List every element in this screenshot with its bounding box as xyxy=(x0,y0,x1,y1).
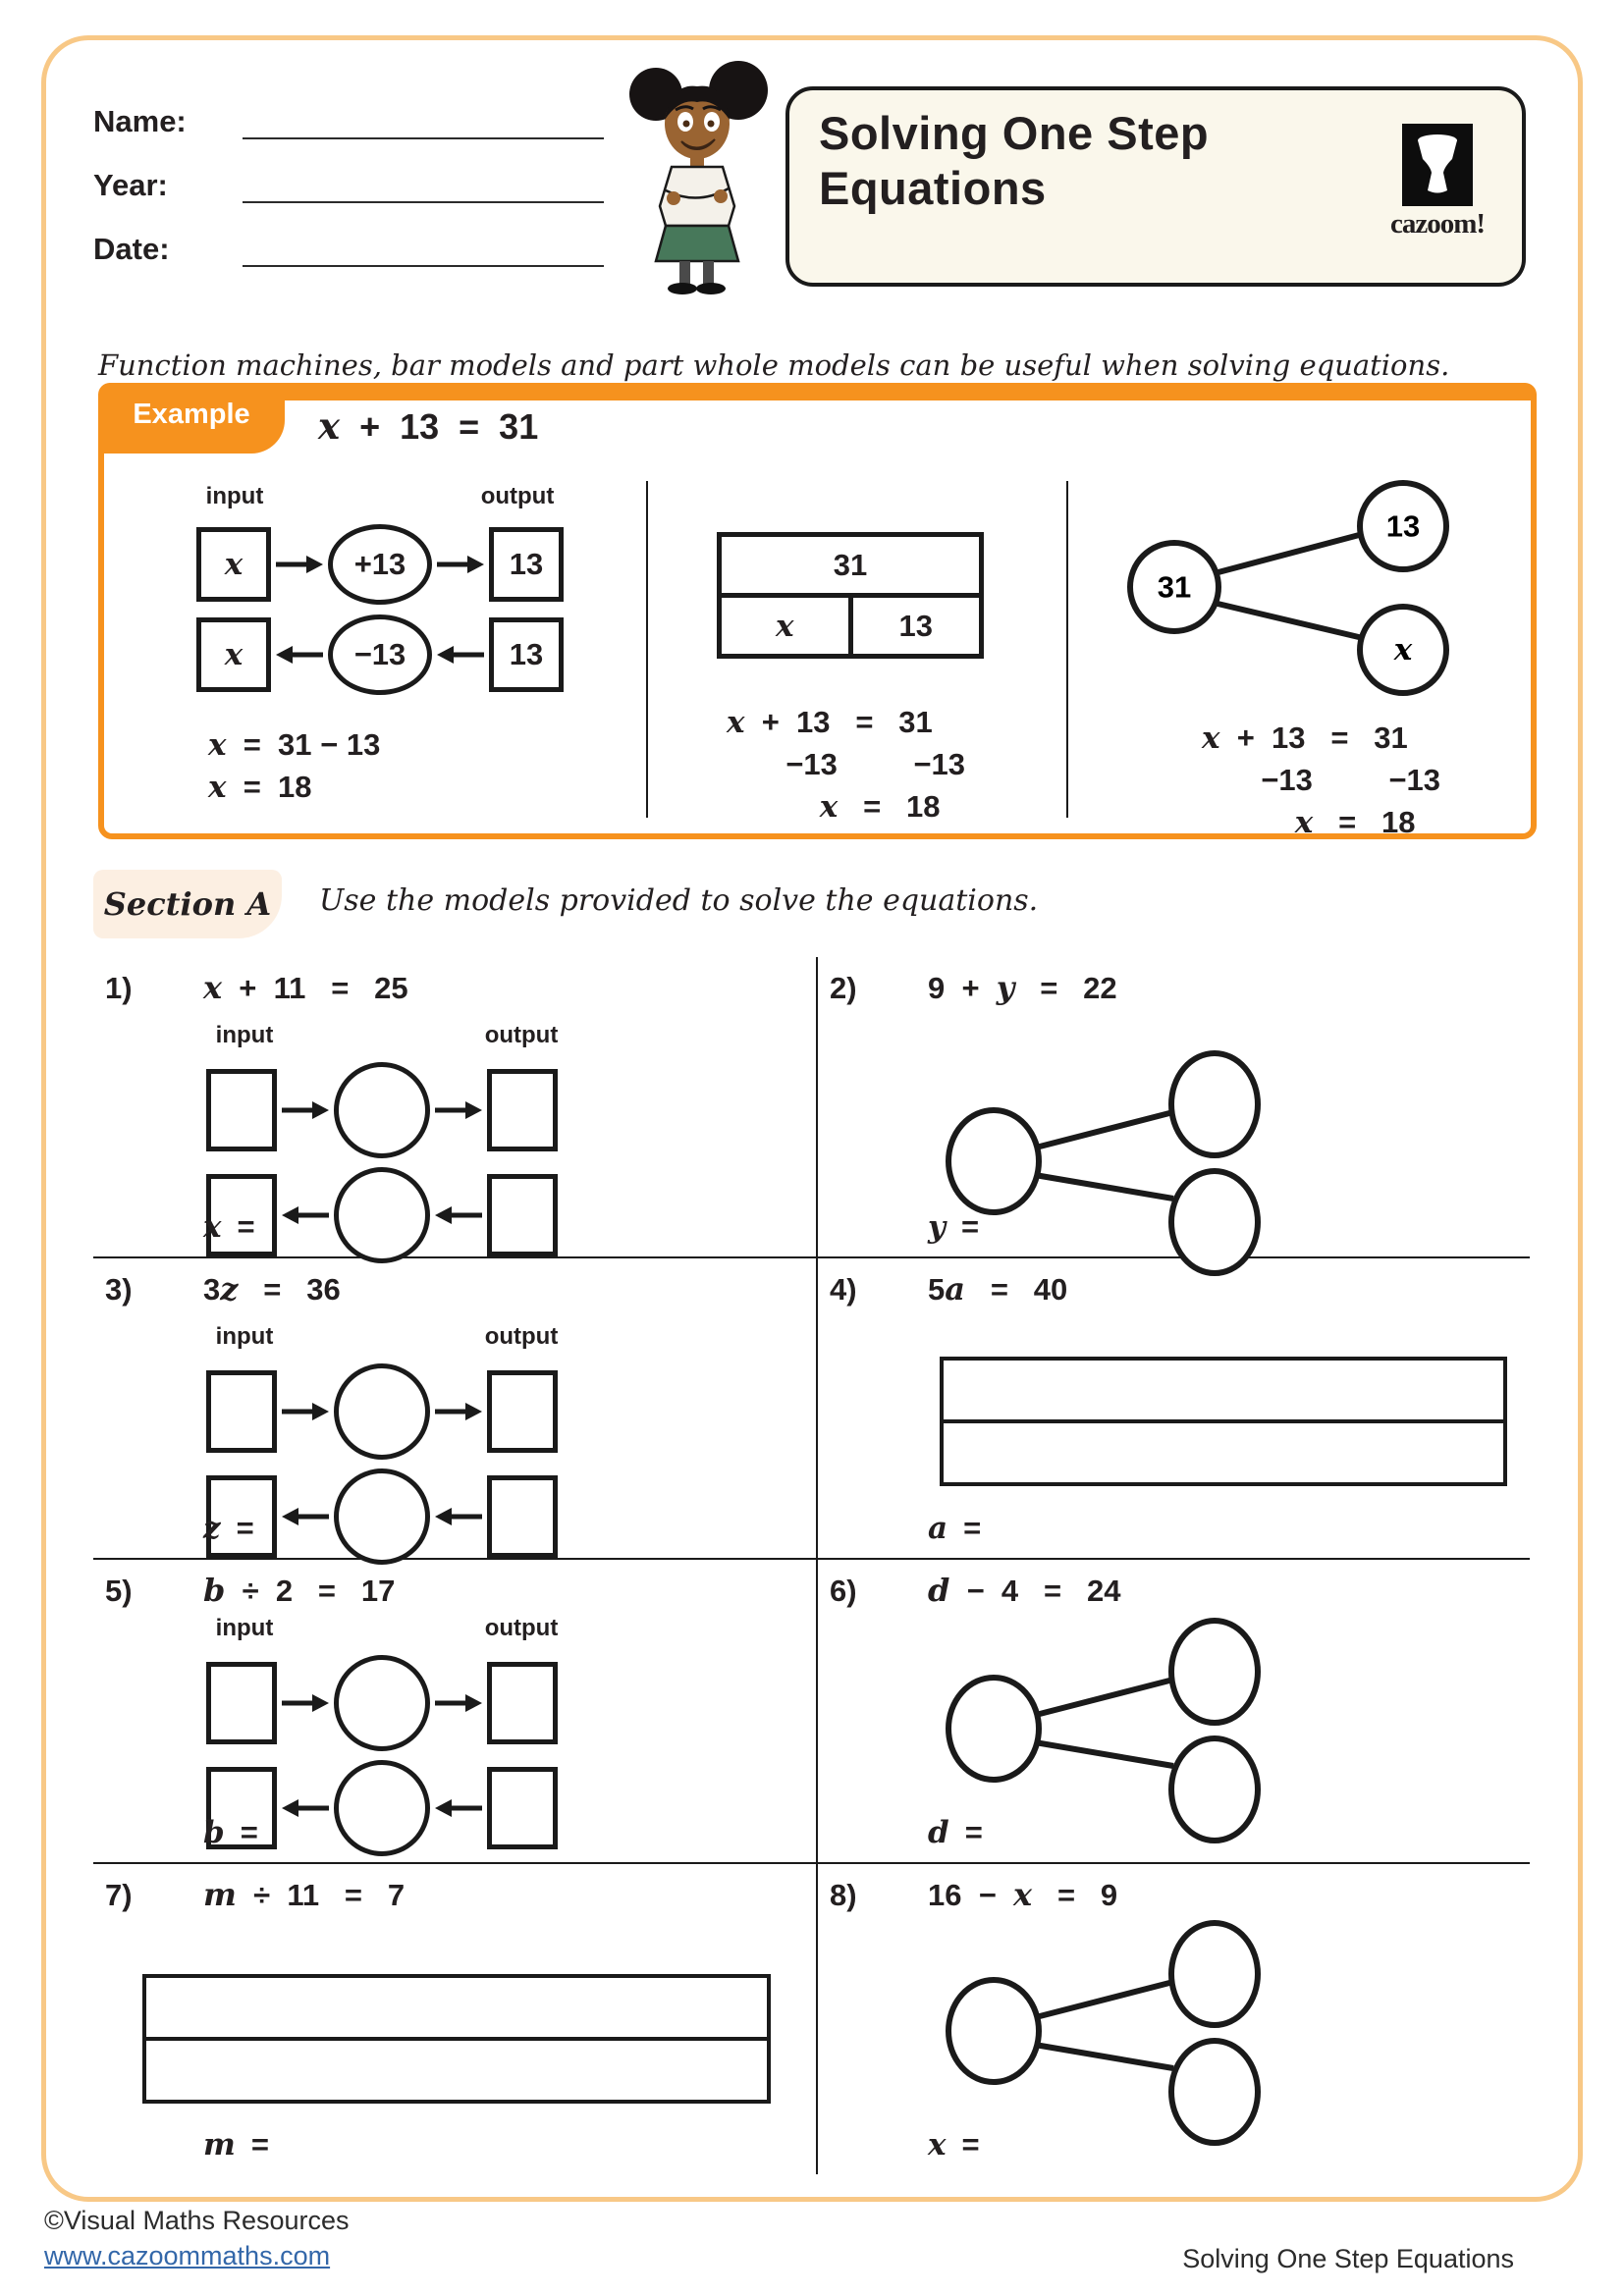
answer-box[interactable] xyxy=(487,1069,558,1151)
year-input-line[interactable] xyxy=(243,162,604,203)
djembe-drum-icon xyxy=(1402,124,1473,206)
answer-line[interactable]: m = xyxy=(203,2127,269,2163)
question-equation: m ÷ 11 = 7 xyxy=(203,1876,406,1913)
answer-circle[interactable] xyxy=(1171,1053,1258,1155)
answer-circle[interactable] xyxy=(1171,1923,1258,2025)
svg-text:31: 31 xyxy=(1157,569,1192,605)
question-equation: d − 4 = 24 xyxy=(928,1572,1121,1609)
question-6-cell xyxy=(818,1560,1530,1864)
arrow-left-icon xyxy=(435,1508,482,1525)
year-field-row xyxy=(93,162,604,203)
date-field-row xyxy=(93,226,604,267)
year-label: Year: xyxy=(93,168,168,202)
empty-part-whole-diagram xyxy=(940,1617,1278,1847)
question-equation: 5a = 40 xyxy=(928,1270,1068,1308)
answer-line[interactable]: x = xyxy=(203,1209,255,1245)
name-label: Name: xyxy=(93,104,187,138)
question-equation: x + 11 = 25 xyxy=(203,969,408,1006)
answer-line[interactable]: d = xyxy=(928,1815,983,1850)
machine-forward-row: x +13 13 xyxy=(196,524,646,605)
answer-line[interactable]: y = xyxy=(928,1209,980,1245)
answer-box[interactable] xyxy=(206,1370,277,1453)
question-number: 3) xyxy=(105,1272,133,1307)
question-number: 6) xyxy=(830,1574,857,1608)
name-field-row xyxy=(93,98,604,139)
input-label: input xyxy=(215,1615,274,1641)
empty-part-whole-diagram xyxy=(940,1919,1278,2150)
empty-bar-model xyxy=(940,1357,1507,1486)
question-number: 5) xyxy=(105,1574,133,1608)
footer-worksheet-title: Solving One Step Equations xyxy=(1182,2244,1514,2273)
arrow-right-icon xyxy=(282,1403,329,1420)
input-label: input xyxy=(215,1323,274,1350)
example-content xyxy=(104,471,1531,840)
svg-text:x: x xyxy=(1393,632,1413,667)
answer-box[interactable] xyxy=(487,1174,558,1256)
arrow-left-icon xyxy=(437,646,484,664)
question-1-cell xyxy=(93,957,818,1258)
svg-text:13: 13 xyxy=(1385,508,1421,544)
logo-wordmark: cazoom! xyxy=(1389,208,1486,240)
part-whole-diagram xyxy=(1084,475,1506,703)
question-number: 8) xyxy=(830,1878,857,1912)
output-label: output xyxy=(484,1323,559,1350)
arrow-left-icon xyxy=(282,1206,329,1224)
example-machine-working: x = 31 − 13 x = 18 xyxy=(208,727,381,805)
question-number: 7) xyxy=(105,1878,133,1912)
answer-line[interactable]: a = xyxy=(928,1511,982,1546)
answer-circle[interactable] xyxy=(1171,1738,1258,1841)
output-label: output xyxy=(484,1022,559,1048)
arrow-left-icon xyxy=(282,1508,329,1525)
answer-box[interactable] xyxy=(487,1662,558,1744)
arrow-right-icon xyxy=(435,1101,482,1119)
answer-operation-circle[interactable] xyxy=(334,1760,430,1856)
question-number: 4) xyxy=(830,1272,857,1307)
question-equation: 9 + y = 22 xyxy=(928,969,1117,1006)
answer-operation-circle[interactable] xyxy=(334,1468,430,1565)
answer-circle[interactable] xyxy=(948,1980,1039,2082)
example-tab-label: Example xyxy=(98,383,285,454)
example-top-strip xyxy=(143,383,1537,400)
answer-box[interactable] xyxy=(487,1475,558,1558)
example-box xyxy=(98,383,1537,839)
example-equation: x + 13 = 31 xyxy=(318,404,539,448)
arrow-left-icon xyxy=(282,1799,329,1817)
answer-operation-circle[interactable] xyxy=(334,1062,430,1158)
page-title: Solving One Step Equations xyxy=(819,107,1210,215)
arrow-left-icon xyxy=(435,1799,482,1817)
section-a-label: Section A xyxy=(93,870,282,938)
answer-bar[interactable] xyxy=(142,2041,771,2104)
question-number: 1) xyxy=(105,971,133,1005)
footer-website-link[interactable]: www.cazoommaths.com xyxy=(44,2241,331,2270)
question-equation: 3z = 36 xyxy=(203,1270,341,1308)
student-character-illustration xyxy=(617,59,784,294)
name-input-line[interactable] xyxy=(243,98,604,139)
question-2-cell xyxy=(818,957,1530,1258)
question-7-cell xyxy=(93,1864,818,2174)
answer-box[interactable] xyxy=(206,1069,277,1151)
input-label: input xyxy=(215,1022,274,1048)
empty-function-machine xyxy=(206,1022,816,1263)
answer-circle[interactable] xyxy=(948,1678,1039,1780)
intro-text: Function machines, bar models and part whole models can be useful when solving equations. xyxy=(98,348,1450,382)
answer-line[interactable]: z = xyxy=(203,1511,254,1546)
machine-backward-row: x −13 13 xyxy=(196,614,646,695)
arrow-right-icon xyxy=(282,1101,329,1119)
input-label: input xyxy=(205,483,264,509)
answer-line[interactable]: b = xyxy=(203,1815,258,1850)
answer-box[interactable] xyxy=(206,1662,277,1744)
arrow-left-icon xyxy=(276,646,323,664)
question-8-cell xyxy=(818,1864,1530,2174)
arrow-right-icon xyxy=(282,1694,329,1712)
question-5-cell xyxy=(93,1560,818,1864)
arrow-left-icon xyxy=(435,1206,482,1224)
question-4-cell xyxy=(818,1258,1530,1560)
questions-grid xyxy=(93,957,1530,2174)
answer-bar[interactable] xyxy=(940,1423,1507,1486)
title-box xyxy=(785,86,1526,287)
example-bar-model xyxy=(648,471,1066,833)
answer-operation-circle[interactable] xyxy=(334,1655,430,1751)
date-input-line[interactable] xyxy=(243,226,604,267)
answer-bar[interactable] xyxy=(142,1974,771,2041)
example-part-whole-working: x + 13 = 31 −13 −13 x = 18 xyxy=(1202,721,1440,840)
bar-whole: 31 xyxy=(717,532,984,598)
arrow-right-icon xyxy=(276,556,323,573)
section-a-instruction: Use the models provided to solve the equations. xyxy=(319,883,1039,918)
answer-box[interactable] xyxy=(487,1370,558,1453)
question-equation: 16 − x = 9 xyxy=(928,1876,1118,1913)
example-bar-working: x + 13 = 31 −13 −13 x = 18 xyxy=(727,705,965,825)
empty-part-whole-diagram xyxy=(940,1049,1278,1280)
arrow-right-icon xyxy=(435,1403,482,1420)
empty-function-machine xyxy=(206,1323,816,1565)
arrow-right-icon xyxy=(435,1694,482,1712)
answer-operation-circle[interactable] xyxy=(334,1363,430,1460)
answer-box[interactable] xyxy=(487,1767,558,1849)
answer-bar[interactable] xyxy=(940,1357,1507,1423)
question-equation: b ÷ 2 = 17 xyxy=(203,1572,396,1609)
output-label: output xyxy=(480,483,555,509)
output-label: output xyxy=(484,1615,559,1641)
answer-operation-circle[interactable] xyxy=(334,1167,430,1263)
bar-part-number: 13 xyxy=(848,598,980,654)
cazoom-logo xyxy=(1375,124,1500,240)
question-3-cell xyxy=(93,1258,818,1560)
answer-circle[interactable] xyxy=(948,1110,1039,1212)
date-label: Date: xyxy=(93,232,170,266)
empty-function-machine xyxy=(206,1615,816,1856)
footer-copyright: ©Visual Maths Resources xyxy=(44,2206,350,2235)
empty-bar-model xyxy=(142,1974,771,2104)
bar-part-variable: x xyxy=(776,608,794,644)
example-part-whole-model xyxy=(1068,471,1531,840)
answer-circle[interactable] xyxy=(1171,2041,1258,2143)
question-number: 2) xyxy=(830,971,857,1005)
example-function-machine xyxy=(104,471,646,833)
answer-circle[interactable] xyxy=(1171,1621,1258,1723)
arrow-right-icon xyxy=(437,556,484,573)
answer-line[interactable]: x = xyxy=(928,2127,980,2163)
